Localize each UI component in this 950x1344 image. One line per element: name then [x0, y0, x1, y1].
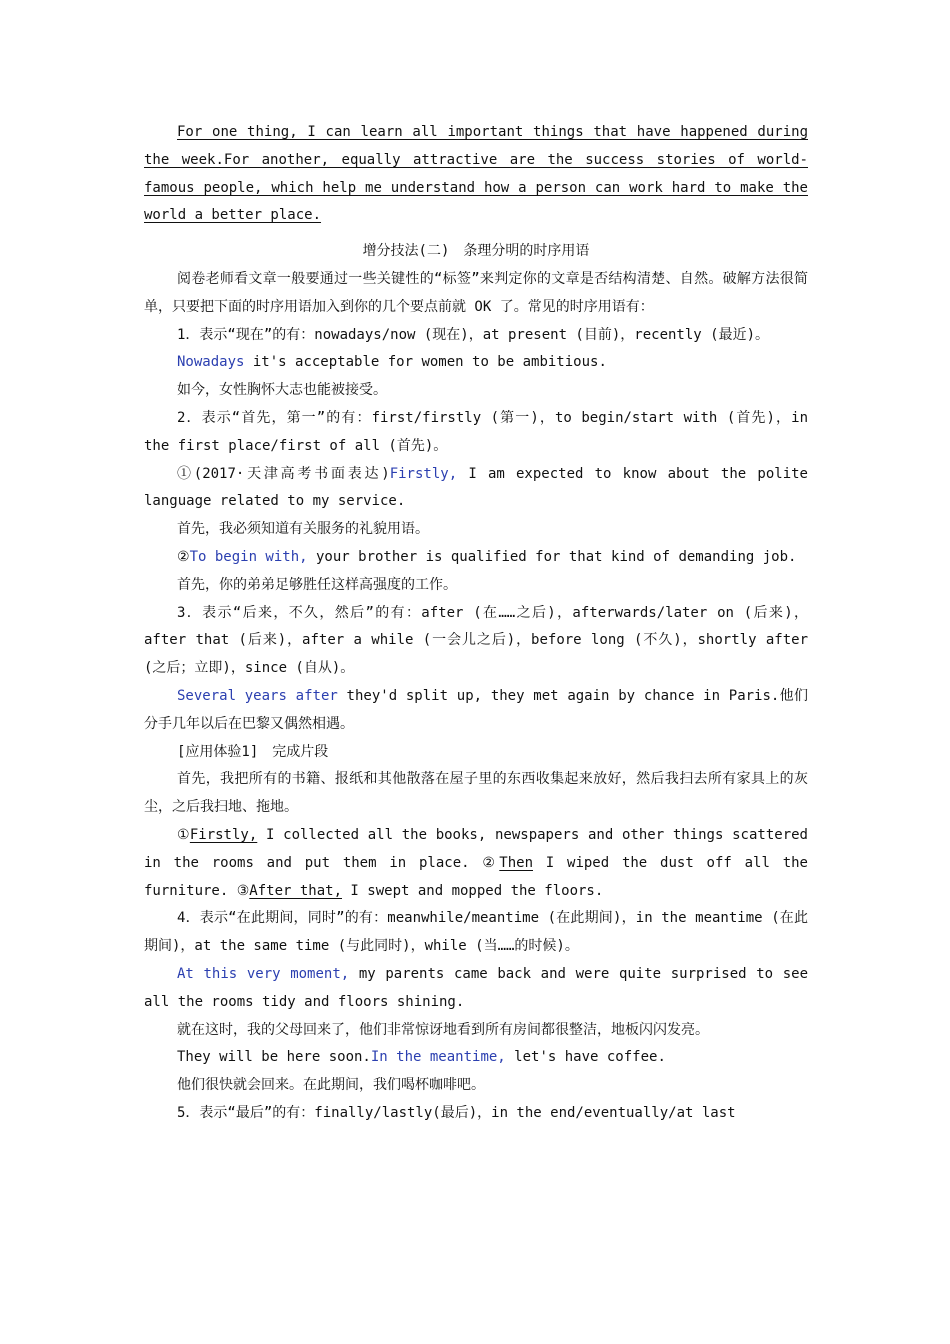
example-text: your brother is qualified for that kind of demanding job. — [307, 548, 797, 565]
answer-text: I swept and mopped the floors. — [342, 882, 604, 899]
answer-blank: Firstly, — [189, 826, 258, 843]
item2-translation1: 首先，我必须知道有关服务的礼貌用语。 — [177, 521, 429, 538]
item1-translation: 如今，女性胸怀大志也能被接受。 — [177, 382, 387, 399]
example-text: They will be here soon. — [177, 1049, 371, 1066]
answer-number: ③ — [236, 882, 250, 899]
item4-translation2: 他们很快就会回来。在此期间，我们喝杯咖啡吧。 — [177, 1077, 485, 1094]
item1-example — [144, 349, 808, 377]
answer-number: ② — [482, 854, 500, 871]
item4-example1 — [144, 961, 808, 1017]
highlight-phrase: At this very moment, — [177, 965, 350, 982]
answer-text: I wiped the dust off all the furniture. — [144, 854, 808, 899]
example-text: it's acceptable for women to be ambitious. — [244, 354, 607, 371]
example-text: they'd split up, they met again by chance in Paris.他们分手几年以后在巴黎又偶然相遇。 — [144, 687, 808, 732]
highlight-phrase: Nowadays — [177, 354, 245, 371]
section-intro: 阅卷老师看文章一般要通过一些关键性的“标签”来判定你的文章是否结构清楚、自然。破解方法很简单，只要把下面的时序用语加入到你的几个要点前就 OK 了。常见的时序用语有： — [144, 270, 808, 315]
practice-chinese: 首先，我把所有的书籍、报纸和其他散落在屋子里的东西收集起来放好，然后我扫去所有家具上的灰尘，之后我扫地、拖地。 — [144, 771, 808, 816]
intro-paragraph: For one thing, I can learn all important things that have happened during the week.For another, equally attractive are the success stories of world-famous people, which help me understand how a person can work hard to make the world a better place. — [144, 124, 808, 224]
example-text: my parents came back and were quite surprised to see all the rooms tidy and floors shining. — [144, 965, 808, 1010]
document-page — [144, 119, 808, 1128]
answer-number: ① — [177, 826, 190, 843]
practice-answer — [144, 822, 808, 905]
example-prefix: ①(2017·天津高考书面表达) — [177, 465, 390, 482]
section-title: 增分技法(二) 条理分明的时序用语 — [362, 243, 590, 260]
item2-heading: 2．表示“首先，第一”的有：first/firstly (第一)，to begin/start with (首先)，in the first place/first of all (首先)。 — [144, 409, 808, 454]
item3-example — [144, 683, 808, 739]
item3-heading: 3．表示“后来，不久，然后”的有：after (在……之后)，afterwards/later on (后来)，after that (后来)，after a while (一会儿之后)，before long (不久)，shortly after (之后；立即)，since (自从)。 — [144, 604, 808, 677]
example-text: let's have coffee. — [505, 1049, 666, 1066]
item5-heading: 5．表示“最后”的有：finally/lastly(最后)，in the end/eventually/at last — [177, 1104, 736, 1121]
item4-heading: 4．表示“在此期间，同时”的有：meanwhile/meantime (在此期间)，in the meantime (在此期间)，at the same time (与此同时)，while (当……的时候)。 — [144, 910, 808, 955]
answer-text: I collected all the books, newspapers and other things scattered in the rooms and put them in place. — [144, 826, 808, 871]
answer-blank: Then — [499, 854, 533, 871]
highlight-phrase: Firstly, — [389, 465, 458, 482]
item2-example1 — [144, 461, 808, 517]
example-text: I am expected to know about the polite language related to my service. — [144, 465, 808, 510]
item4-translation1: 就在这时，我的父母回来了，他们非常惊讶地看到所有房间都很整洁，地板闪闪发亮。 — [177, 1021, 709, 1038]
answer-blank: After that, — [249, 882, 342, 899]
item2-example2 — [144, 544, 808, 572]
highlight-phrase: Several years after — [177, 687, 338, 704]
item4-example2 — [144, 1044, 808, 1072]
highlight-phrase: In the meantime, — [370, 1049, 506, 1066]
item1-heading: 1．表示“现在”的有：nowadays/now (现在)，at present (目前)，recently (最近)。 — [177, 326, 770, 343]
highlight-phrase: To begin with, — [189, 548, 308, 565]
practice-title: [应用体验1] 完成片段 — [177, 743, 329, 760]
item2-translation2: 首先，你的弟弟足够胜任这样高强度的工作。 — [177, 576, 457, 593]
example-prefix: ② — [177, 548, 190, 565]
